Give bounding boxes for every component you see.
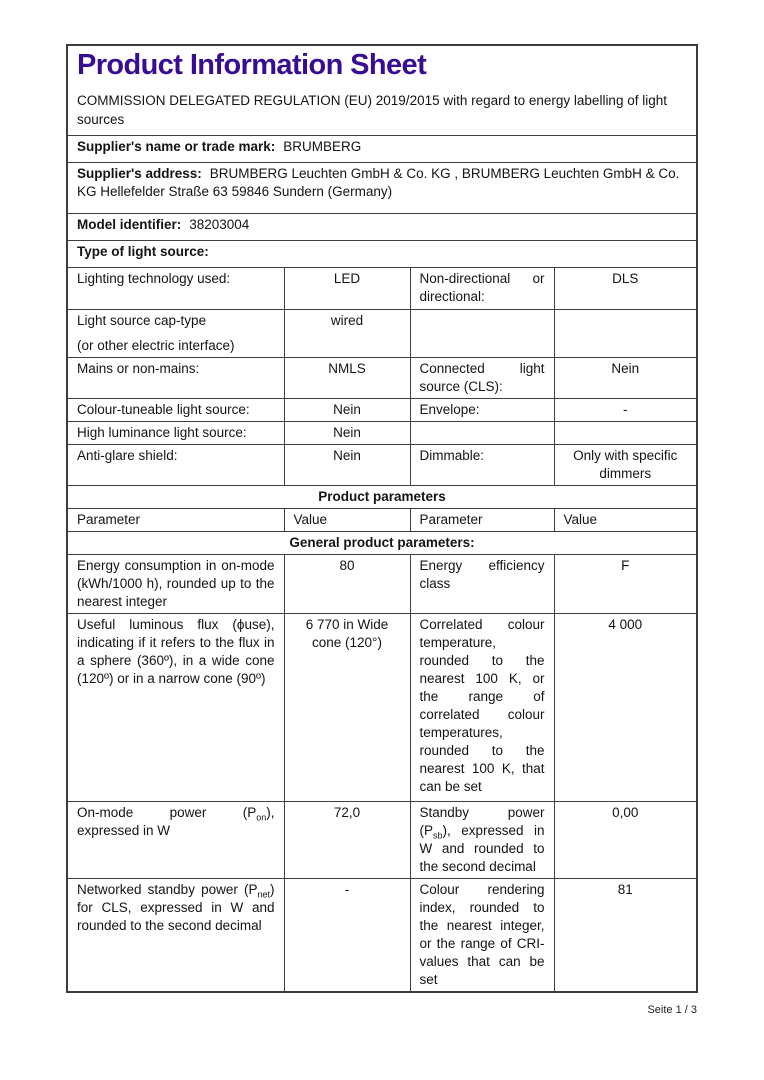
column-header: Value [554,508,697,531]
supplier-name-row [67,135,697,162]
value-cell: - [284,878,410,992]
value-cell: Nein [554,357,697,398]
supplier-address-cell [67,162,697,213]
value-cell: LED [284,267,410,309]
supplier-address-row [67,162,697,213]
model-identifier-row [67,213,697,240]
value-cell: NMLS [284,357,410,398]
value-cell: 4 000 [554,613,697,801]
table-row [67,878,697,992]
param-cell: Colour-tuneable light source: [67,398,284,421]
header-cell [67,45,697,135]
value-cell: 0,00 [554,801,697,878]
table-row [67,309,697,357]
param-text: Networked standby power (P [77,881,258,897]
supplier-name-value: BRUMBERG [283,138,362,154]
param-cell: Anti-glare shield: [67,444,284,485]
param-cell: Energy consumption in on-mode (kWh/1000 h), rounded up to the nearest integer [67,554,284,613]
table-row [67,613,697,801]
supplier-address-value: BRUMBERG Leuchten GmbH & Co. KG , BRUMBERG Leuchten GmbH & Co. KG Hellefelder Straße 63 59846 Sundern (Germany) [77,165,680,199]
param-cell: Energy efficiency class [410,554,554,613]
param-text: ), expressed in W and rounded to the second decimal [419,822,545,874]
param-cell: Useful luminous flux (ϕuse), indicating if it refers to the flux in a sphere (360º), in a wide cone (120º) or in a narrow cone (90º) [67,613,284,801]
product-parameters-band: Product parameters [67,485,697,508]
table-row [67,554,697,613]
column-header-row [67,508,697,531]
table-row [67,357,697,398]
value-cell: 81 [554,878,697,992]
param-cell [67,878,284,992]
param-subscript: net [257,889,270,900]
param-cell [67,801,284,878]
table-row [67,801,697,878]
model-identifier-cell [67,213,697,240]
param-cell [410,421,554,444]
value-cell [554,444,697,485]
param-cell [410,801,554,878]
param-cell: Colour rendering index, rounded to the nearest integer, or the range of CRI-values that can be set [410,878,554,992]
model-identifier-label: Model identifier: [77,216,182,232]
param-cell [410,309,554,357]
product-information-sheet [66,44,698,993]
param-cell: High luminance light source: [67,421,284,444]
param-text: ), expressed in W [77,804,275,838]
param-cell: Non-directional or directional: [410,267,554,309]
param-cell: Mains or non-mains: [67,357,284,398]
section-band-row [67,485,697,508]
param-subscript: on [256,812,267,823]
value-cell: 6 770 in Wide cone (120°) [284,613,410,801]
model-identifier-value: 38203004 [189,216,250,232]
table-row [67,444,697,485]
value-cell: DLS [554,267,697,309]
param-subscript: sb [433,830,443,841]
page-title: Product Information Sheet [77,49,427,81]
value-cell: F [554,554,697,613]
info-table [66,44,698,993]
param-text: ) for CLS, expressed in W and rounded to the second decimal [77,881,275,933]
value-cell: Nein [284,444,410,485]
param-line: (or other electric interface) [77,337,235,353]
section-band-row [67,531,697,554]
param-cell: Envelope: [410,398,554,421]
param-cell: Correlated colour temperature, rounded to the nearest 100 K, or the range of correlated colour temperatures, rounded to the nearest 100 K, that can be set [410,613,554,801]
type-section-cell [67,240,697,267]
supplier-name-cell [67,135,697,162]
type-section-row [67,240,697,267]
value-cell: 80 [284,554,410,613]
supplier-name-label: Supplier's name or trade mark: [77,138,276,154]
regulation-subtitle: COMMISSION DELEGATED REGULATION (EU) 2019/2015 with regard to energy labelling of light sources [77,93,667,127]
column-header: Value [284,508,410,531]
header-row [67,45,697,135]
general-parameters-band: General product parameters: [67,531,697,554]
param-cell [67,309,284,357]
supplier-address-label: Supplier's address: [77,165,202,181]
param-text: On-mode power (P [77,804,257,820]
value-cell: Nein [284,421,410,444]
value-cell: Nein [284,398,410,421]
param-cell: Connected light source (CLS): [410,357,554,398]
column-header: Parameter [410,508,554,531]
type-section-label: Type of light source: [77,243,209,259]
param-text: Standby power (P [419,804,545,838]
param-cell: Lighting technology used: [67,267,284,309]
param-line: Light source cap-type [77,312,207,328]
value-cell [554,309,697,357]
value-text: Only with specific dimmers [573,447,678,481]
value-cell: - [554,398,697,421]
page-number: Seite 1 / 3 [647,1004,697,1016]
table-row [67,398,697,421]
param-cell: Dimmable: [410,444,554,485]
value-cell: wired [284,309,410,357]
table-row [67,267,697,309]
value-cell: 72,0 [284,801,410,878]
table-row [67,421,697,444]
value-cell [554,421,697,444]
column-header: Parameter [67,508,284,531]
